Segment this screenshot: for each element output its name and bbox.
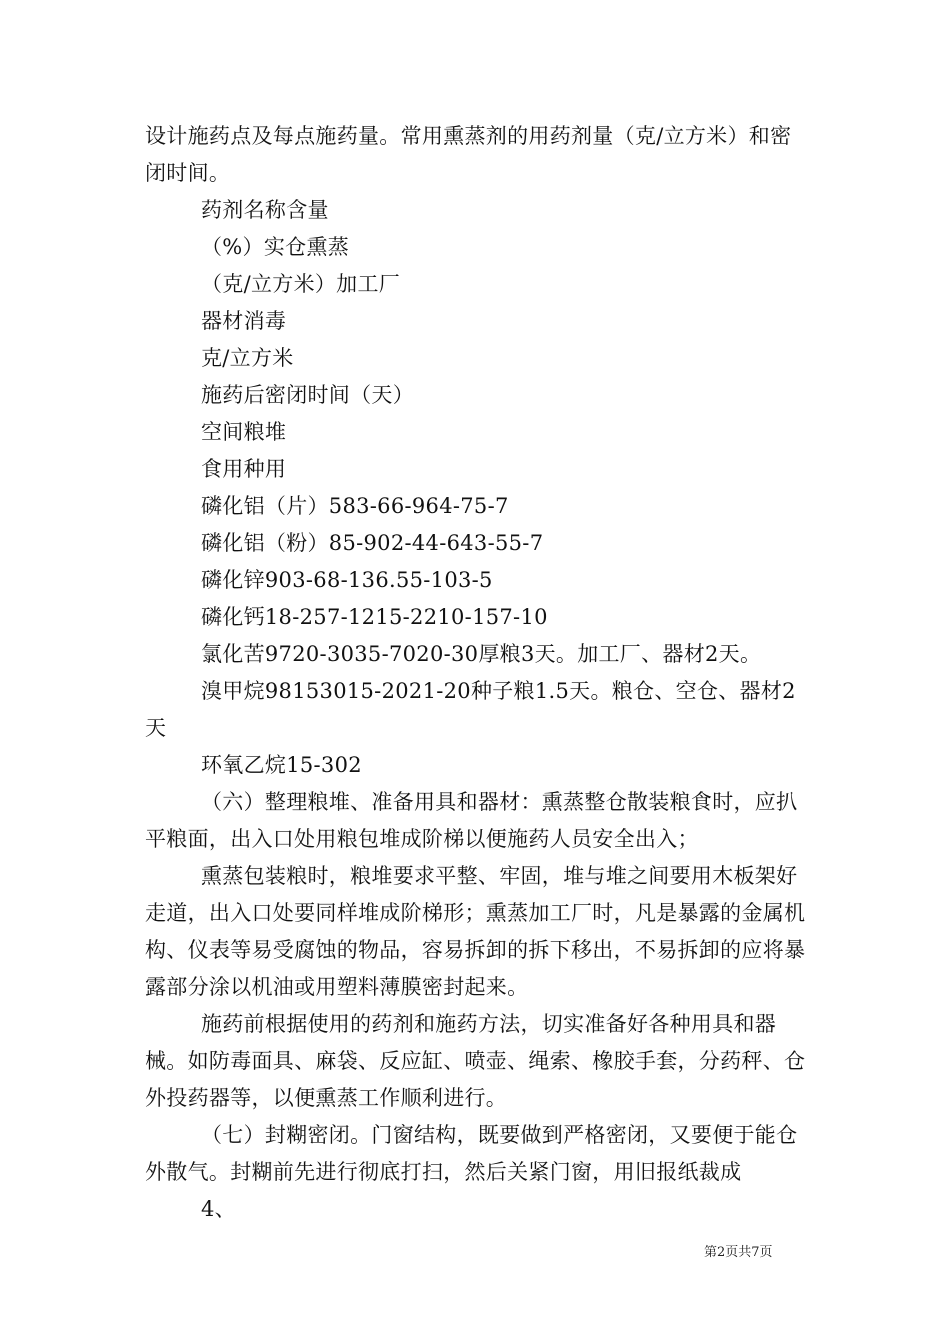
paragraph: 施药前根据使用的药剂和施药方法，切实准备好各种用具和器械。如防毒面具、麻袋、反应缸、喷壶、绳索、橡胶手套，分药秤、仓外投药器等，以便熏蒸工作顺利进行。 — [145, 1012, 806, 1110]
document-body — [145, 118, 810, 1228]
page-number: 第2页共7页 — [704, 1245, 773, 1260]
paragraph: （%）实仓熏蒸 — [201, 235, 350, 259]
paragraph: 4、 — [201, 1197, 236, 1221]
paragraph: 环氧乙烷15-302 — [201, 753, 362, 777]
paragraph: 磷化铝（片）583-66-964-75-7 — [201, 494, 509, 518]
paragraph: 设计施药点及每点施药量。常用熏蒸剂的用药剂量（克/立方米）和密闭时间。 — [145, 124, 792, 185]
paragraph: 药剂名称含量 — [201, 198, 329, 222]
paragraph: 磷化锌903-68-136.55-103-5 — [201, 568, 493, 592]
paragraph: （七）封糊密闭。门窗结构，既要做到严格密闭，又要便于能仓外散气。封糊前先进行彻底打扫，然后关紧门窗，用旧报纸裁成 — [145, 1123, 798, 1184]
paragraph: （克/立方米）加工厂 — [201, 272, 401, 296]
paragraph: 磷化铝（粉）85-902-44-643-55-7 — [201, 531, 544, 555]
paragraph: 溴甲烷98153015-2021-20种子粮1.5天。粮仓、空仓、器材2天 — [145, 679, 796, 740]
paragraph: （六）整理粮堆、准备用具和器材：熏蒸整仓散装粮食时，应扒平粮面，出入口处用粮包堆成阶梯以便施药人员安全出入； — [145, 790, 798, 851]
paragraph: 克/立方米 — [201, 346, 294, 370]
paragraph: 空间粮堆 — [201, 420, 287, 444]
paragraph: 施药后密闭时间（天） — [201, 383, 414, 407]
paragraph: 氯化苦9720-3035-7020-30厚粮3天。加工厂、器材2天。 — [201, 642, 762, 666]
paragraph: 磷化钙18-257-1215-2210-157-10 — [201, 605, 548, 629]
paragraph: 熏蒸包装粮时，粮堆要求平整、牢固，堆与堆之间要用木板架好走道，出入口处要同样堆成阶梯形；熏蒸加工厂时，凡是暴露的金属机构、仪表等易受腐蚀的物品，容易拆卸的拆下移出，不易拆卸的应将暴露部分涂以机油或用塑料薄膜密封起来。 — [145, 864, 806, 999]
paragraph: 器材消毒 — [201, 309, 287, 333]
paragraph: 食用种用 — [201, 457, 287, 481]
